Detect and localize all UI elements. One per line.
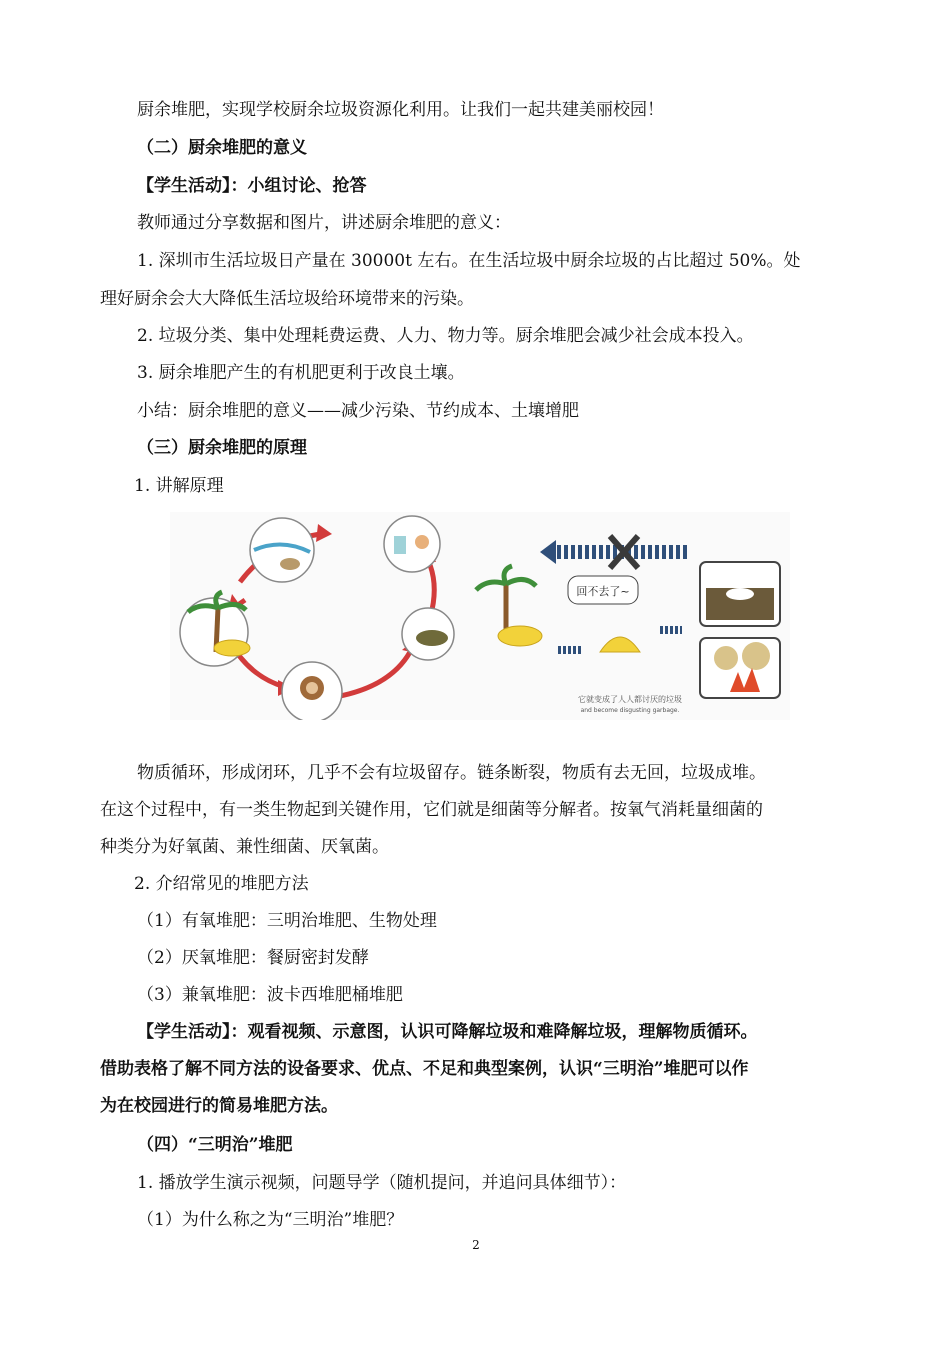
section-heading: （二）厨余堆肥的意义 [137, 138, 307, 158]
material-cycle-illustration [170, 512, 790, 720]
paragraph: 1. 深圳市生活垃圾日产量在 30000t 左右。在生活垃圾中厨余垃圾的占比超过 50%。处 [137, 251, 801, 271]
page-number: 2 [472, 1238, 480, 1252]
caption-en: and become disgusting garbage. [580, 707, 680, 714]
paragraph: 教师通过分享数据和图片，讲述厨余堆肥的意义： [137, 213, 511, 233]
paragraph: 1. 讲解原理 [134, 476, 224, 496]
caption-cn: 它就变成了人人都讨厌的垃圾 [578, 695, 682, 704]
speech-bubble-text: 回不去了~ [576, 585, 630, 598]
paragraph: 2. 介绍常见的堆肥方法 [134, 874, 309, 894]
paragraph: 种类分为好氧菌、兼性细菌、厌氧菌。 [100, 837, 389, 857]
paragraph: 2. 垃圾分类、集中处理耗费运费、人力、物力等。厨余堆肥会减少社会成本投入。 [137, 326, 754, 346]
student-activity: 借助表格了解不同方法的设备要求、优点、不足和典型案例，认识“三明治”堆肥可以作 [100, 1059, 749, 1079]
student-activity: 为在校园进行的简易堆肥方法。 [100, 1096, 338, 1116]
paragraph: 1. 播放学生演示视频，问题导学（随机提问，并追问具体细节）： [137, 1173, 627, 1193]
paragraph: 物质循环，形成闭环，几乎不会有垃圾留存。链条断裂，物质有去无回，垃圾成堆。 [137, 763, 766, 783]
paragraph: 厨余堆肥，实现学校厨余垃圾资源化利用。让我们一起共建美丽校园！ [137, 100, 664, 120]
list-item: （1）有氧堆肥：三明治堆肥、生物处理 [137, 911, 437, 931]
paragraph: 在这个过程中，有一类生物起到关键作用，它们就是细菌等分解者。按氧气消耗量细菌的 [100, 800, 763, 820]
summary: 小结：厨余堆肥的意义——减少污染、节约成本、土壤增肥 [137, 401, 579, 421]
section-heading: （三）厨余堆肥的原理 [137, 438, 307, 458]
list-item: （3）兼氧堆肥：波卡西堆肥桶堆肥 [137, 985, 403, 1005]
student-activity: 【学生活动】：观看视频、示意图，认识可降解垃圾和难降解垃圾，理解物质循环。 [137, 1022, 758, 1042]
list-item: （2）厌氧堆肥：餐厨密封发酵 [137, 948, 369, 968]
paragraph: 3. 厨余堆肥产生的有机肥更利于改良土壤。 [137, 363, 465, 383]
section-heading: （四）“三明治”堆肥 [137, 1135, 293, 1155]
paragraph: 理好厨余会大大降低生活垃圾给环境带来的污染。 [100, 289, 474, 309]
paragraph: （1）为什么称之为“三明治”堆肥？ [137, 1210, 404, 1230]
student-activity: 【学生活动】：小组讨论、抢答 [137, 176, 367, 196]
